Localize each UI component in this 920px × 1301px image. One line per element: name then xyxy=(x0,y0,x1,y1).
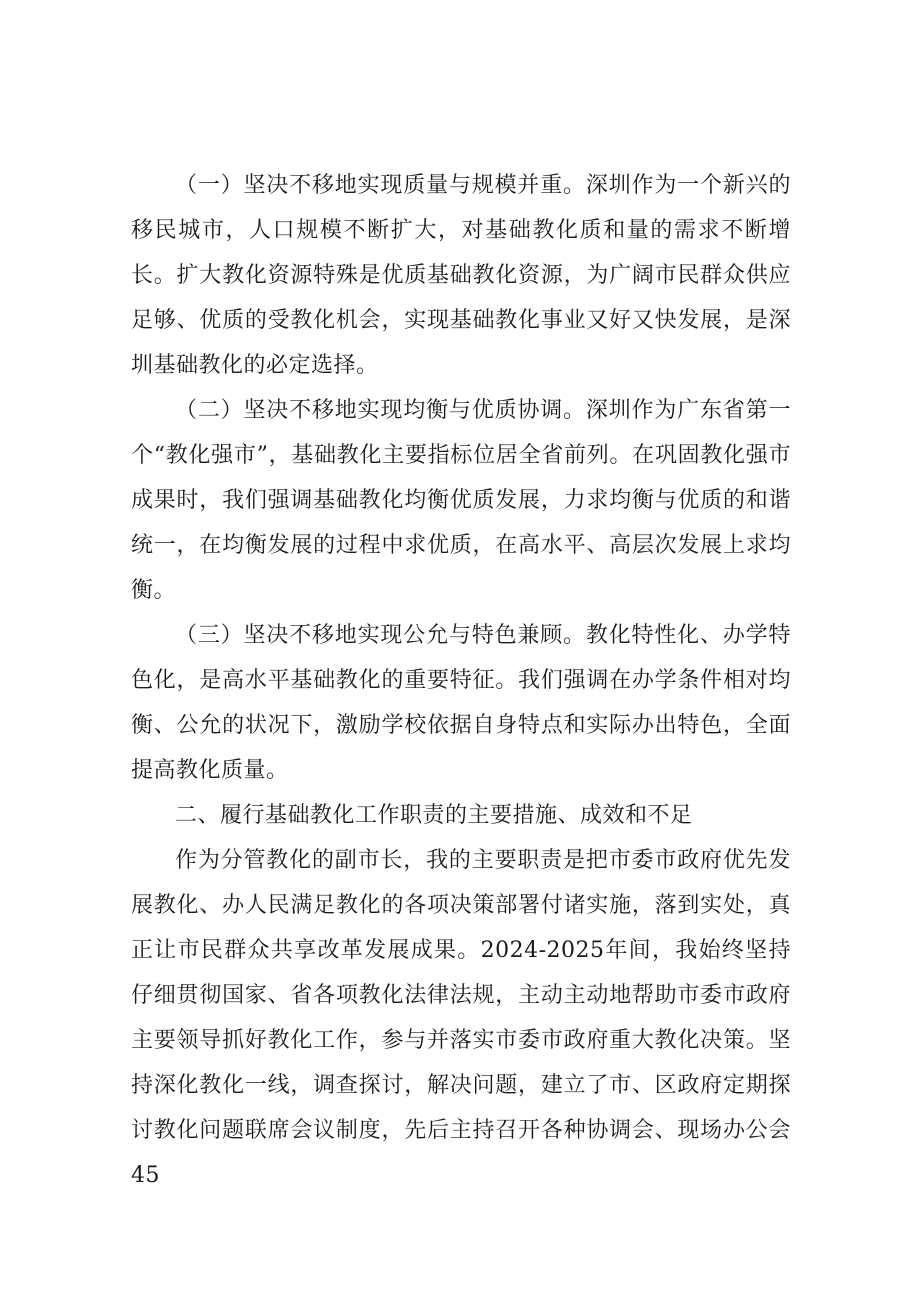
document-body xyxy=(131,163,791,1198)
paragraph-fairness-features: （三）坚决不移地实现公允与特色兼顾。教化特性化、办学特色化，是高水平基础教化的重要特征。我们强调在办学条件相对均衡、公允的状况下，激励学校依据自身特点和实际办出特色，全面提高教化质量。 xyxy=(131,623,791,783)
section-heading: 二、履行基础教化工作职责的主要措施、成效和不足 xyxy=(175,803,693,828)
paragraph-duties: 作为分管教化的副市长，我的主要职责是把市委市政府优先发展教化、办人民满足教化的各项决策部署付诸实施，落到实处，真正让市民群众共享改革发展成果。2024-2025年间，我始终坚持仔细贯彻国家、省各项教化法律法规，主动主动地帮助市委市政府主要领导抓好教化工作，参与并落实市委市政府重大教化决策。坚持深化教化一线，调查探讨，解决问题，建立了市、区政府定期探讨教化问题联席会议制度，先后主持召开各种协调会、现场办公会45 xyxy=(131,848,791,1188)
paragraph-balance-quality: （二）坚决不移地实现均衡与优质协调。深圳作为广东省第一个“教化强市”，基础教化主要指标位居全省前列。在巩固教化强市成果时，我们强调基础教化均衡优质发展，力求均衡与优质的和谐统一，在均衡发展的过程中求优质，在高水平、高层次发展上求均衡。 xyxy=(131,398,791,603)
paragraph-quality-scale: （一）坚决不移地实现质量与规模并重。深圳作为一个新兴的移民城市，人口规模不断扩大，对基础教化质和量的需求不断增长。扩大教化资源特殊是优质基础教化资源，为广阔市民群众供应足够、优质的受教化机会，实现基础教化事业又好又快发展，是深圳基础教化的必定选择。 xyxy=(131,173,791,378)
